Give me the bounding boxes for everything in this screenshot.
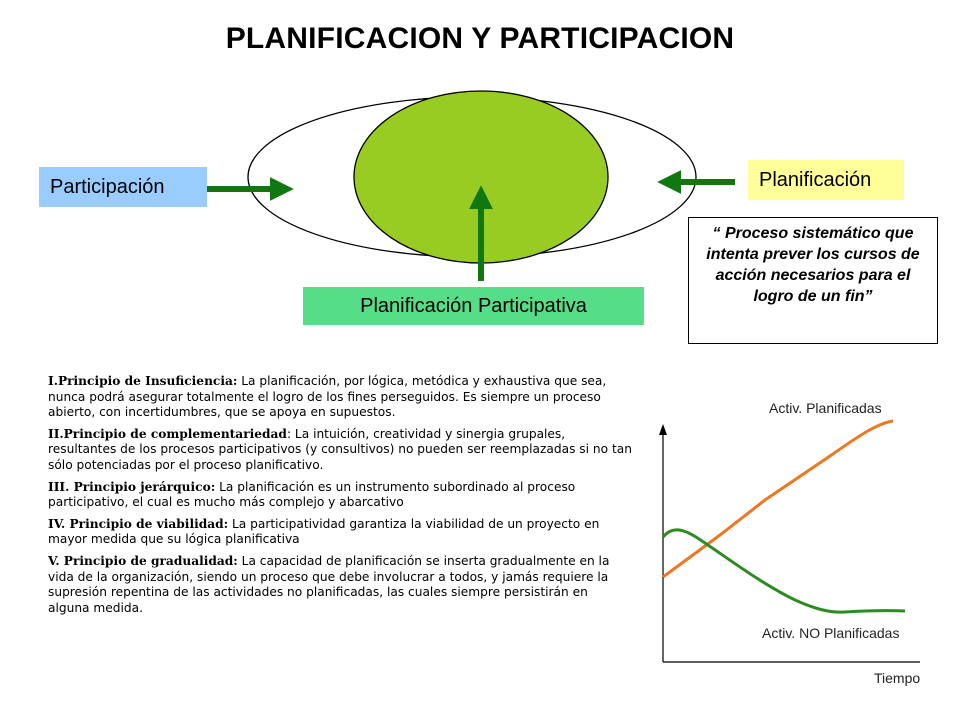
principle-text: La capacidad de planificación se inserta gradualmente en la vida de la organización, siendo un proceso que debe involucrar a todos, y jamás requiere la supresión repentina de las actividades no planificadas, las cuales siempre persistirán en alguna medida. [48, 553, 610, 615]
y-axis-arrowhead [659, 424, 667, 435]
principle-item [48, 554, 633, 616]
planificacion-box: Planificación [748, 160, 904, 200]
participacion-box: Participación [39, 167, 207, 207]
principle-item [48, 480, 633, 511]
planificacion-participativa-box: Planificación Participativa [303, 287, 644, 325]
no-planificadas-label: Activ. NO Planificadas [762, 625, 900, 641]
principle-text: : La intuición, creatividad y sinergia grupales, resultantes de los procesos participativos (y consultivos) no pueden ser reemplazadas si no tan sólo potenciadas por el proceso planificativo. [48, 426, 632, 472]
principles-list [48, 374, 633, 622]
principle-heading: II.Principio de complementariedad [48, 426, 287, 441]
principle-heading: III. Principio jerárquico: [48, 479, 216, 494]
principle-text: La planificación, por lógica, metódica y exhaustiva que sea, nunca podrá asegurar totalmente el logro de los fines perseguidos. Es siempre un proceso abierto, con incertidumbres, que se apoya en supuestos. [48, 374, 607, 420]
definition-quote-box: “ Proceso sistemático que intenta prever los cursos de acción necesarios para el logro de un fin” [688, 217, 938, 344]
principle-heading: I.Principio de Insuficiencia: [48, 374, 238, 388]
planificadas-curve [663, 421, 893, 577]
principle-text: La planificación es un instrumento subordinado al proceso participativo, el cual es mucho más complejo y abarcativo [48, 479, 576, 510]
planificadas-label: Activ. Planificadas [769, 400, 882, 416]
principle-heading: IV. Principio de viabilidad: [48, 516, 229, 531]
principle-item [48, 427, 633, 474]
principle-heading: V. Principio de gradualidad: [48, 553, 238, 568]
principle-item [48, 517, 633, 548]
tiempo-axis-label: Tiempo [874, 670, 921, 686]
principle-item [48, 374, 633, 421]
principle-text: La participatividad garantiza la viabilidad de un proyecto en mayor medida que su lógica planificativa [48, 516, 600, 547]
no-planificadas-curve [663, 530, 905, 612]
page-title: PLANIFICACION Y PARTICIPACION [225, 22, 735, 55]
